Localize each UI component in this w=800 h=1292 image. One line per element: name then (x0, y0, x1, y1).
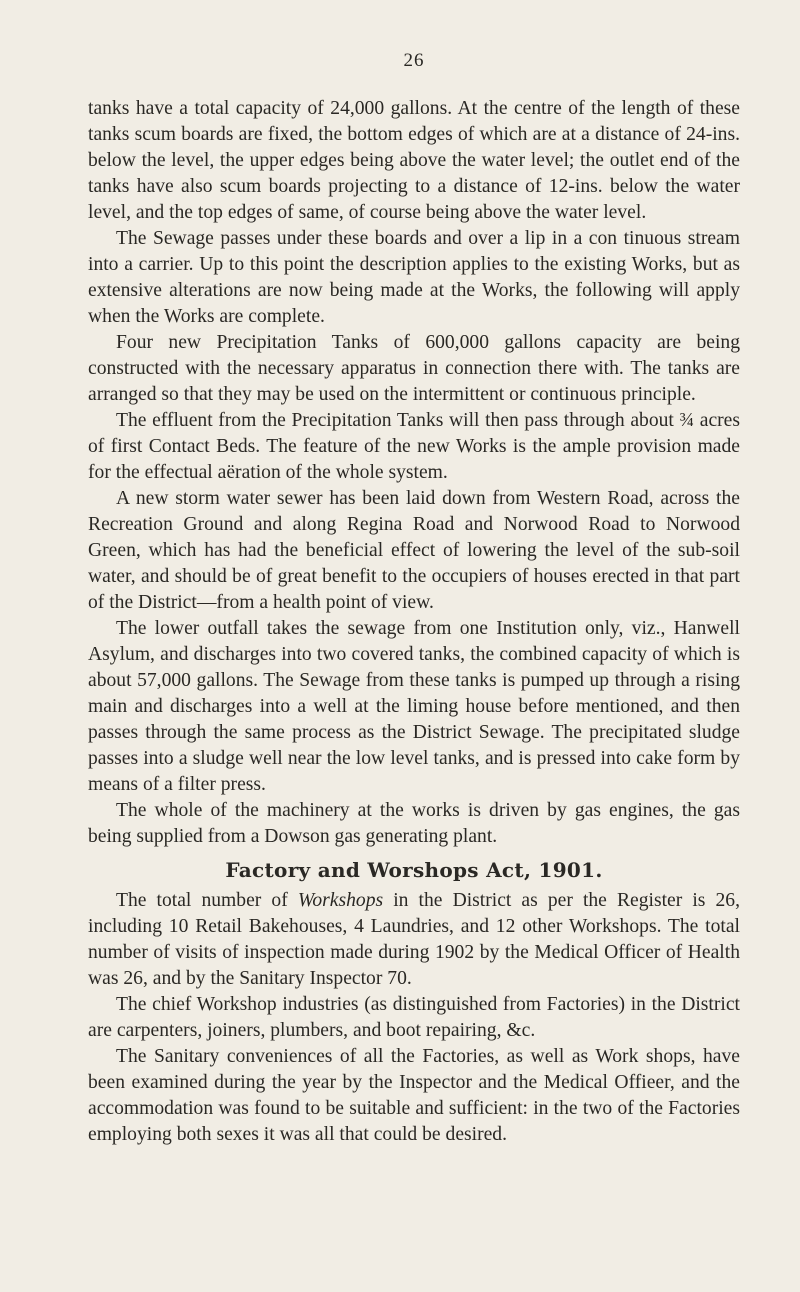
paragraph-machinery: The whole of the machinery at the works is driven by gas engines, the gas being supplied from a Dowson gas generating plant. (88, 800, 740, 847)
paragraph-workshops-count (88, 888, 740, 992)
paragraph-workshop-industries: The chief Workshop industries (as distinguished from Factories) in the District are carpenters, joiners, plumbers, and boot repairing, &c. (88, 994, 740, 1041)
workshops-text-after: in the District as per the Register is 26, including 10 Retail Bakehouses, 4 Laundries, and 12 other Workshops. The total number of visits of inspection made during 1902 by the Medical Officer of Health was 26, and by the Sanitary Inspector 70. (88, 890, 741, 989)
paragraph-lower-outfall: The lower outfall takes the sewage from one Institution only, viz., Hanwell Asylum, and discharges into two covered tanks, the combined capacity of which is about 57,000 gallons. The Sewage from these tanks is pumped up through a rising main and discharges into a well at the liming house before mentioned, and then passes through the same process as the District Sewage. The precipitated sludge passes into a sludge well near the low level tanks, and is pressed into cake form by means of a filter press. (88, 618, 740, 795)
workshops-text-before: The total number of (116, 890, 298, 911)
page-number: 26 (403, 50, 425, 71)
section-heading: Factory and Worshops Act, 1901. (225, 858, 603, 882)
paragraph-effluent-contact-beds: The effluent from the Precipitation Tanks will then pass through about ¾ acres of first Contact Beds. The feature of the new Works is the ample provision made for the effectual aëration of the whole system. (88, 410, 740, 483)
workshops-italic: Workshops (297, 890, 384, 911)
document-page (88, 50, 740, 1148)
paragraph-storm-water-sewer: A new storm water sewer has been laid down from Western Road, across the Recreation Ground and along Regina Road and Norwood Road to Norwood Green, which has had the beneficial effect of lowering the level of the sub-soil water, and should be of great benefit to the occupiers of houses erected in that part of the District—from a health point of view. (88, 488, 740, 613)
paragraph-sanitary-conveniences: The Sanitary conveniences of all the Factories, as well as Work shops, have been examined during the year by the Inspector and the Medical Offieer, and the accommodation was found to be suitable and sufficient: in the two of the Factories employing both sexes it was all that could be desired. (88, 1046, 740, 1145)
paragraph-precipitation-tanks: Four new Precipitation Tanks of 600,000 gallons capacity are being constructed with the necessary apparatus in connection there with. The tanks are arranged so that they may be used on the intermittent or continuous principle. (88, 332, 740, 405)
paragraph-sewage-boards: The Sewage passes under these boards and over a lip in a con tinuous stream into a carrier. Up to this point the description applies to the existing Works, but as extensive alterations are now being made at the Works, the following will apply when the Works are complete. (88, 228, 740, 327)
paragraph-tanks-capacity: tanks have a total capacity of 24,000 gallons. At the centre of the length of these tanks scum boards are fixed, the bottom edges of which are at a distance of 24-ins. below the level, the upper edges being above the water level; the outlet end of the tanks have also scum boards projecting to a distance of 12-ins. below the water level, and the top edges of same, of course being above the water level. (88, 98, 740, 223)
